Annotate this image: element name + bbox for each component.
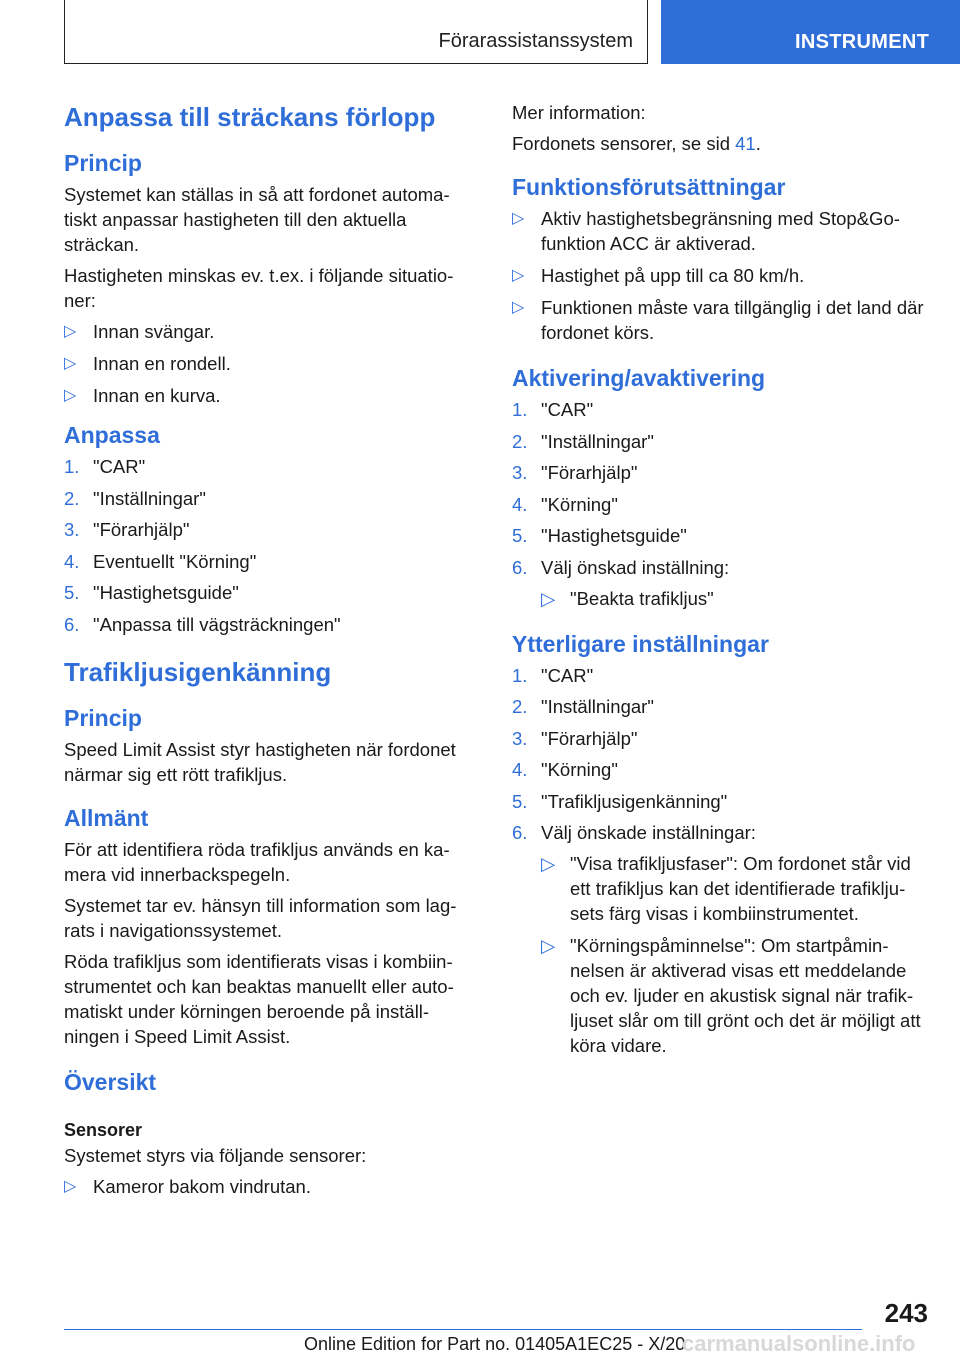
triangle-right-icon: ▷ (64, 355, 77, 372)
sensorer-text: Systemet styrs via följande sensorer: (64, 1144, 367, 1166)
list-item: ▷ "Visa trafikljusfaser": Om fordonet står vid ett trafikljus kan det identifierade trafikljusets färg visas i kombiinstrumentet. (541, 853, 911, 924)
step-item: 4. "Körning" (512, 759, 618, 780)
heading-princip-2: Princip (64, 704, 142, 731)
step-number: 5. (512, 790, 528, 812)
ytterligare-steps (512, 663, 932, 1058)
list-item: ▷ "Körningspåminnelse": Om startpåminnelsen är aktiverad visas ett meddelande och ev. ljuder en akustisk signal när trafikljuset slår om till grönt och det är möjligt att köra vidare. (541, 934, 921, 1056)
sensors-reference: Fordonets sensorer, se sid 41. (512, 133, 761, 154)
heading-aktivering: Aktivering/avaktivering (512, 365, 766, 391)
list-item: ▷ Innan svängar. (64, 321, 215, 342)
triangle-right-icon: ▷ (512, 299, 525, 316)
page-number: 243 (884, 1298, 928, 1328)
footer-divider (64, 1329, 862, 1330)
step-number: 1. (64, 456, 80, 477)
step-number: 1. (512, 664, 528, 686)
step-item: 4. "Körning" (512, 493, 618, 515)
step-number: 3. (64, 519, 80, 540)
step-item: 1. "CAR" (512, 664, 594, 686)
step-item: 2. "Inställningar" (64, 487, 206, 509)
heading-allmant: Allmänt (64, 804, 149, 831)
step-number: 6. (512, 556, 528, 578)
step-item: 5. "Trafikljusigenkänning" (512, 790, 728, 812)
step-number: 4. (64, 550, 80, 572)
section-title: Förarassistanssystem (438, 30, 633, 52)
aktivering-sub-list (541, 586, 932, 611)
triangle-right-icon: ▷ (512, 210, 525, 227)
step-item: 5. "Hastighetsguide" (512, 525, 687, 546)
princip-1-text-1: Systemet kan ställas in så att fordonet automatiskt anpassar hastigheten till den aktuella sträckan. (64, 184, 450, 255)
heading-trafikljusigenkanning: Trafikljusigenkänning (64, 656, 332, 687)
step-number: 3. (512, 462, 528, 483)
step-item: 2. "Inställningar" (512, 430, 654, 452)
princip-2-text: Speed Limit Assist styr hastigheten när fordonet närmar sig ett rött trafikljus. (64, 738, 456, 785)
ytterligare-sub-list (541, 851, 932, 1058)
step-number: 2. (64, 487, 80, 509)
chapter-tab (661, 0, 960, 64)
step-number: 5. (64, 582, 80, 603)
step-number: 4. (512, 759, 528, 780)
list-item: ▷ Innan en kurva. (64, 385, 221, 406)
allmant-text-3: Röda trafikljus som identifierats visas i kombiinstrumentet och kan beaktas manuellt eller automatiskt under körningen beroende på inställningen i Speed Limit Assist. (64, 950, 454, 1047)
chapter-tab-label: INSTRUMENT (795, 31, 930, 53)
triangle-right-icon: ▷ (541, 934, 556, 956)
aktivering-steps (512, 397, 932, 611)
edition-text: Online Edition for Part no. 01405A1EC25 - X/20 (304, 1334, 686, 1354)
heading-ytterligare-installningar: Ytterligare inställningar (512, 630, 769, 657)
step-item: 4. Eventuellt "Körning" (64, 550, 257, 572)
heading-funktionsforutsattningar: Funktionsförutsättningar (512, 174, 786, 200)
list-item: ▷ Kameror bakom vindrutan. (64, 1175, 311, 1197)
list-item: ▷ Innan en rondell. (64, 353, 231, 374)
step-item: 5. "Hastighetsguide" (64, 582, 239, 603)
right-column (512, 100, 932, 1066)
allmant-text-2: Systemet tar ev. hänsyn till information som lagrats i navigationssystemet. (64, 894, 457, 941)
heading-anpassa: Anpassa (64, 422, 160, 448)
step-number: 2. (512, 696, 528, 717)
step-item: 3. "Förarhjälp" (512, 727, 638, 749)
left-column (64, 100, 476, 1207)
step-item: 2. "Inställningar" (512, 696, 654, 717)
triangle-right-icon: ▷ (512, 267, 525, 284)
step-number: 3. (512, 727, 528, 749)
step-item: 6. Välj önskade inställningar: ▷ "Visa trafikljusfaser": Om fordonet står vid ett trafikljus kan det identifierade trafikljusets färg visas i kombiinstrumentet. ▷ "Körningspåminnelse": Om startpåminnelsen är aktiverad visas ett meddelande och ev. ljuder en akustisk signal när trafikljuset slår om till grönt och det är möjligt att köra vidare. (512, 820, 932, 1058)
step-item: 6. Välj önskad inställning: ▷ "Beakta trafikljus" (512, 555, 932, 611)
requirements-list (512, 206, 932, 345)
step-item: 6. "Anpassa till vägsträckningen" (64, 613, 341, 635)
step-number: 4. (512, 493, 528, 515)
triangle-right-icon: ▷ (64, 387, 77, 404)
page-link[interactable]: 41 (735, 133, 756, 154)
heading-anpassa-strackan: Anpassa till sträckans förlopp (64, 102, 436, 132)
list-item: ▷ Aktiv hastighetsbegränsning med Stop&Go-funktion ACC är aktiverad. (512, 208, 900, 254)
step-number: 6. (512, 822, 528, 843)
sensor-list (64, 1174, 476, 1199)
step-number: 5. (512, 525, 528, 546)
triangle-right-icon: ▷ (541, 853, 556, 874)
step-item: 1. "CAR" (64, 456, 146, 477)
list-item: ▷ Funktionen måste vara tillgänglig i det land där fordonet körs. (512, 297, 924, 343)
triangle-right-icon: ▷ (541, 587, 556, 609)
step-number: 1. (512, 399, 528, 420)
watermark: carmanualsonline.info (682, 1331, 916, 1356)
step-number: 2. (512, 430, 528, 452)
more-info-label: Mer information: (512, 102, 646, 123)
heading-oversikt: Översikt (64, 1068, 157, 1095)
triangle-right-icon: ▷ (64, 323, 77, 340)
triangle-right-icon: ▷ (64, 1177, 77, 1195)
anpassa-steps (64, 454, 476, 637)
heading-sensorer: Sensorer (64, 1119, 143, 1140)
heading-princip-1: Princip (64, 150, 142, 176)
list-item: ▷ Hastighet på upp till ca 80 km/h. (512, 265, 805, 286)
step-item: 1. "CAR" (512, 399, 594, 420)
step-item: 3. "Förarhjälp" (64, 519, 190, 540)
step-number: 6. (64, 613, 80, 635)
princip-1-text-2: Hastigheten minskas ev. t.ex. i följande situationer: (64, 265, 454, 311)
step-item: 3. "Förarhjälp" (512, 462, 638, 483)
situation-list (64, 319, 476, 408)
list-item: ▷ "Beakta trafikljus" (541, 587, 714, 609)
allmant-text-1: För att identifiera röda trafikljus används en kamera vid innerbackspegeln. (64, 838, 450, 885)
header-section-box (64, 0, 648, 64)
